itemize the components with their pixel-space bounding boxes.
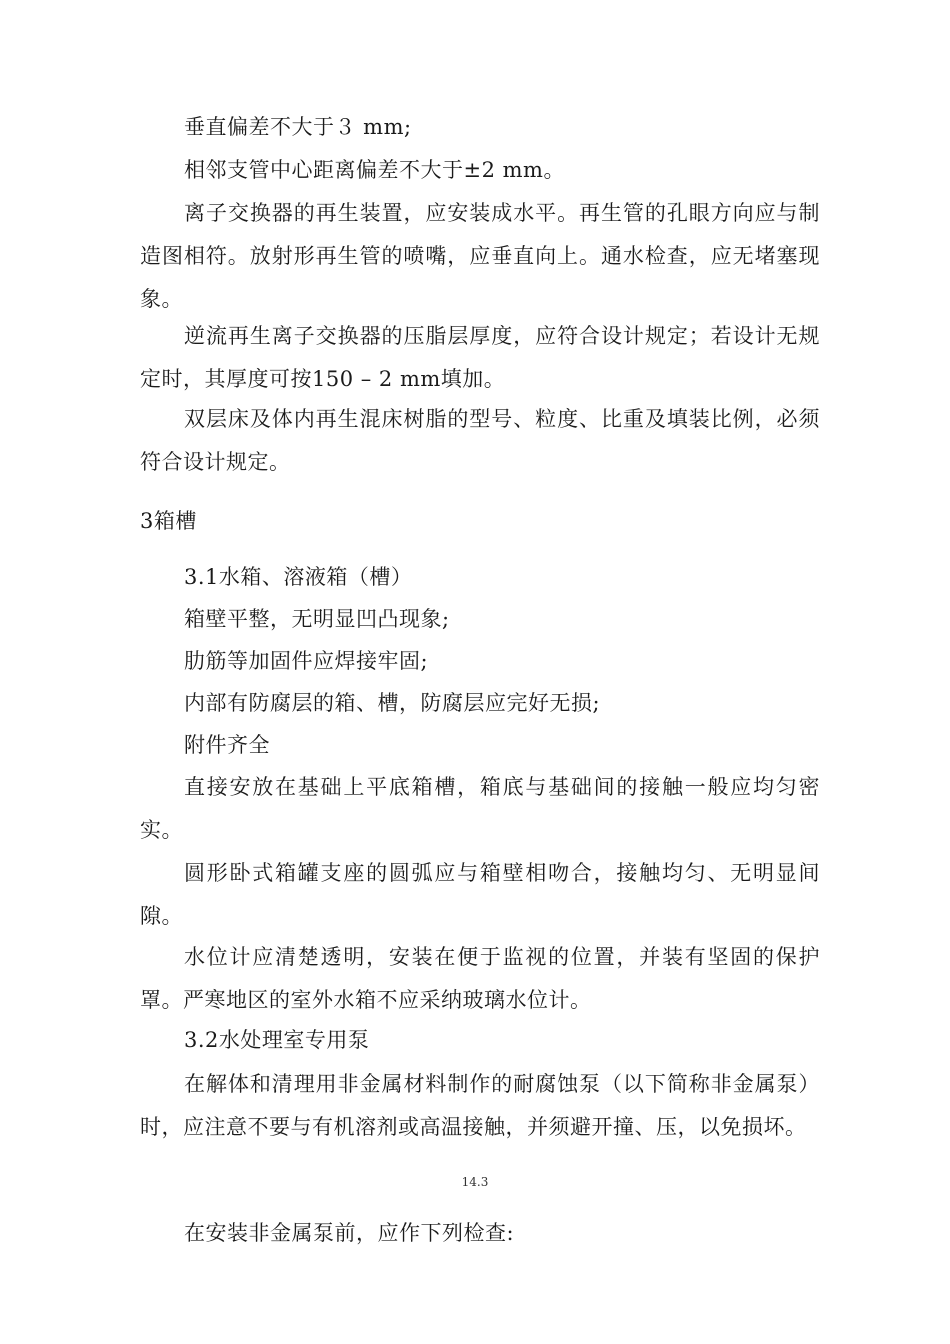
- paragraph-pump-inspection: 在安装非金属泵前，应作下列检查:: [184, 1221, 515, 1245]
- paragraph-anticorrosion-layer: 内部有防腐层的箱、槽，防腐层应完好无损;: [184, 691, 601, 715]
- paragraph-water-level-gauge: 水位计应清楚透明，安装在便于监视的位置，并装有坚固的保护罩。严寒地区的室外水箱不应采纳玻璃水位计。: [140, 945, 820, 1012]
- paragraph-nonmetal-pump-handling: 在解体和清理用非金属材料制作的耐腐蚀泵（以下简称非金属泵）时，应注意不要与有机溶剂或高温接触，并须避开撞、压，以免损坏。: [140, 1072, 820, 1139]
- paragraph-tank-wall: 箱壁平整，无明显凹凸现象;: [184, 607, 450, 631]
- paragraph-branch-pipe-distance: 相邻支管中心距离偏差不大于±2 mm。: [184, 158, 565, 182]
- paragraph-flat-bottom-tank: 直接安放在基础上平底箱槽，箱底与基础间的接触一般应均匀密实。: [140, 775, 820, 842]
- paragraph-regeneration-device: 离子交换器的再生装置，应安装成水平。再生管的孔眼方向应与制造图相符。放射形再生管的喷嘴，应垂直向上。通水检查，应无堵塞现象。: [140, 201, 820, 311]
- paragraph-accessories: 附件齐全: [184, 733, 270, 757]
- section-heading-tanks: 3箱槽: [140, 509, 197, 533]
- page-number: 14.3: [461, 1175, 489, 1189]
- paragraph-double-bed-resin: 双层床及体内再生混床树脂的型号、粒度、比重及填装比例，必须符合设计规定。: [140, 407, 820, 474]
- subsection-heading-pumps: 3.2水处理室专用泵: [184, 1028, 370, 1052]
- paragraph-ribs: 肋筋等加固件应焊接牢固;: [184, 649, 429, 673]
- paragraph-horizontal-tank-support: 圆形卧式箱罐支座的圆弧应与箱壁相吻合，接触均匀、无明显间隙。: [140, 861, 820, 928]
- paragraph-resin-layer-thickness: 逆流再生离子交换器的压脂层厚度，应符合设计规定；若设计无规定时，其厚度可按150 – 2 mm填加。: [140, 324, 820, 391]
- paragraph-vertical-deviation: 垂直偏差不大于３ mm;: [184, 115, 412, 139]
- subsection-heading-water-tanks: 3.1水箱、溶液箱（槽）: [184, 565, 413, 589]
